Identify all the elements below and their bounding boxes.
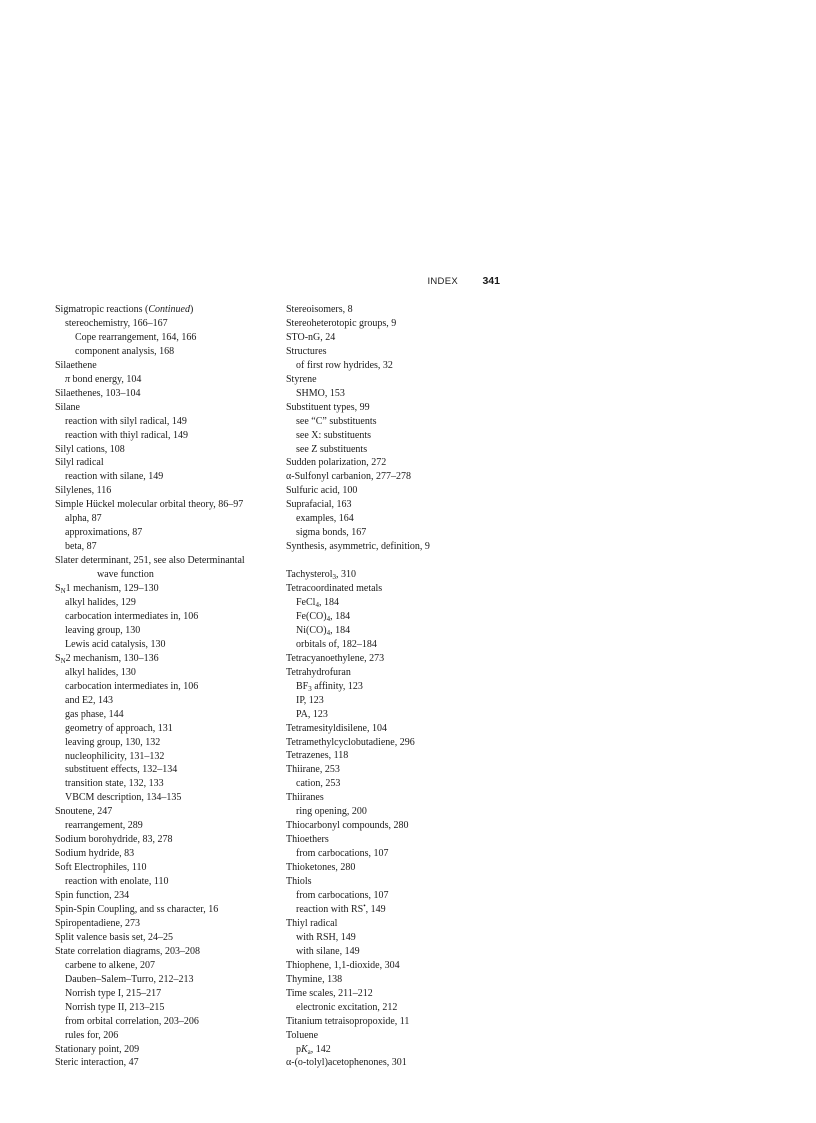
- index-subentry: alkyl halides, 130: [65, 666, 136, 678]
- index-subentry: from carbocations, 107: [296, 890, 389, 902]
- index-subentry: of first row hydrides, 32: [296, 359, 393, 371]
- index-subentry: leaving group, 130: [65, 624, 141, 636]
- index-entry: Silaethene: [55, 359, 97, 371]
- index-subentry: π bond energy, 104: [65, 373, 142, 385]
- index-entry: Silane: [55, 401, 80, 413]
- index-subentry: examples, 164: [296, 513, 354, 525]
- index-subentry: $BF_3$ affinity, 123: [296, 680, 363, 693]
- index-entry: Thymine, 138: [286, 973, 343, 985]
- index-entry: Stereoisomers, 8: [286, 304, 353, 315]
- index-entry: Time scales, 211–212: [286, 987, 373, 999]
- index-entry: Slater determinant, 251, see also Determinantal: [55, 555, 245, 567]
- index-subentry: with silane, 149: [296, 945, 360, 957]
- index-entry: Soft Electrophiles, 110: [55, 862, 147, 874]
- index-entry: Sigmatropic reactions (Continued): [55, 304, 194, 315]
- index-subentry: ring opening, 200: [296, 806, 367, 818]
- index-entry: Tetramethylcyclobutadiene, 296: [286, 736, 415, 748]
- index-entry: Tetramesityldisilene, 104: [286, 722, 387, 734]
- index-subentry: Norrish type I, 215–217: [65, 987, 162, 999]
- index-entry: Substituent types, 99: [286, 401, 370, 413]
- index-subentry: approximations, 87: [65, 527, 143, 539]
- index-entry: Spin function, 234: [55, 890, 130, 902]
- index-entry: Tetrazenes, 118: [286, 750, 349, 762]
- index-entry: Silyl cations, 108: [55, 443, 125, 455]
- index-subentry: reaction with RS•, 149: [296, 901, 386, 915]
- index-subentry: leaving group, 130, 132: [65, 736, 161, 748]
- index-entry: α-Sulfonyl carbanion, 277–278: [286, 471, 411, 483]
- index-subentry: IP, 123: [296, 694, 324, 706]
- index-subentry: alpha, 87: [65, 513, 102, 525]
- index-entry: Thiyl radical: [286, 917, 338, 929]
- index-entry: Synthesis, asymmetric, definition, 9: [286, 541, 430, 553]
- index-entry: Thiirane, 253: [286, 764, 340, 776]
- index-subentry: FeCl$_4$, 184: [296, 597, 339, 609]
- index-subentry: substituent effects, 132–134: [65, 764, 178, 776]
- index-subentry: alkyl halides, 129: [65, 597, 136, 609]
- index-subentry: reaction with silane, 149: [65, 471, 164, 483]
- index-entry: Tachysterol$_3$, 310: [286, 569, 357, 582]
- index-subentry: geometry of approach, 131: [65, 722, 173, 734]
- index-entry: Thioketones, 280: [286, 862, 356, 874]
- index-subentry: from orbital correlation, 203–206: [65, 1015, 199, 1027]
- index-subentry: reaction with silyl radical, 149: [65, 415, 187, 427]
- index-entry: Split valence basis set, 24–25: [55, 931, 174, 943]
- index-entry: Sodium borohydride, 83, 278: [55, 834, 173, 846]
- index-subentry: nucleophilicity, 131–132: [65, 750, 165, 762]
- index-subentry: component analysis, 168: [75, 345, 175, 357]
- index-entry: Stationary point, 209: [55, 1043, 140, 1055]
- index-entry: Thiols: [286, 876, 312, 888]
- index-entry: Silylenes, 116: [55, 485, 112, 497]
- index-entry: Toluene: [286, 1029, 319, 1041]
- index-subentry: $pK_a$, 142: [296, 1043, 331, 1056]
- index-entry: Steric interaction, 47: [55, 1057, 139, 1069]
- index-entry: Structures: [286, 345, 327, 357]
- index-entry: Sodium hydride, 83: [55, 848, 135, 860]
- index-entry: Spiropentadiene, 273: [55, 917, 140, 929]
- page-number: 341: [482, 275, 500, 287]
- index-subentry: and E2, 143: [65, 694, 114, 706]
- index-entry: α-(o-tolyl)acetophenones, 301: [286, 1057, 407, 1069]
- index-subentry: transition state, 132, 133: [65, 778, 164, 790]
- index-subentry: see “C” substituents: [296, 415, 377, 427]
- index-entry: Spin-Spin Coupling, and ss character, 16: [55, 903, 219, 915]
- index-subentry: $Ni(CO)_4$, 184: [296, 624, 351, 637]
- index-subentry: Lewis acid catalysis, 130: [65, 638, 166, 650]
- index-entry: Suprafacial, 163: [286, 499, 352, 511]
- index-entry: Tetrahydrofuran: [286, 666, 351, 678]
- index-entry: Thiocarbonyl compounds, 280: [286, 820, 409, 832]
- running-head: [0, 276, 500, 290]
- index-entry: Sudden polarization, 272: [286, 457, 387, 469]
- index-subentry: Norrish type II, 213–215: [65, 1001, 165, 1013]
- index-entry-continuation: wave function: [97, 569, 154, 581]
- index-entry: $S_N2$ mechanism, 130–136: [55, 652, 159, 665]
- index-column-right: [286, 303, 518, 1070]
- index-entry: Styrene: [286, 373, 317, 385]
- index-column-left: [55, 303, 287, 1070]
- index-subentry: rules for, 206: [65, 1029, 119, 1041]
- index-entry: Titanium tetraisopropoxide, 11: [286, 1015, 410, 1027]
- index-subentry: reaction with enolate, 110: [65, 876, 169, 888]
- index-entry: Tetracoordinated metals: [286, 583, 383, 595]
- index-entry: Stereoheterotopic groups, 9: [286, 317, 397, 329]
- index-subentry: $Fe(CO)_4$, 184: [296, 610, 351, 623]
- index-subentry: from carbocations, 107: [296, 848, 389, 860]
- index-entry: Silaethenes, 103–104: [55, 387, 141, 399]
- index-subentry: PA, 123: [296, 708, 328, 720]
- index-subentry: Cope rearrangement, 164, 166: [75, 331, 197, 343]
- index-entry: Silyl radical: [55, 457, 104, 469]
- running-head-label: INDEX: [427, 276, 458, 287]
- index-subentry: gas phase, 144: [65, 708, 124, 720]
- index-subentry: stereochemistry, 166–167: [65, 317, 168, 329]
- index-subentry: beta, 87: [65, 541, 97, 553]
- index-subentry: reaction with thiyl radical, 149: [65, 429, 189, 441]
- index-entry: Tetracyanoethylene, 273: [286, 652, 385, 664]
- index-entry: Thioethers: [286, 834, 329, 846]
- index-subentry: orbitals of, 182–184: [296, 638, 377, 650]
- index-entry: Snoutene, 247: [55, 806, 113, 818]
- index-subentry: carbene to alkene, 207: [65, 959, 155, 971]
- index-entry: Thiophene, 1,1-dioxide, 304: [286, 959, 400, 971]
- index-subentry: carbocation intermediates in, 106: [65, 680, 199, 692]
- index-subentry: sigma bonds, 167: [296, 527, 367, 539]
- index-subentry: VBCM description, 134–135: [65, 792, 182, 804]
- index-subentry: Dauben–Salem–Turro, 212–213: [65, 973, 194, 985]
- index-subentry: cation, 253: [296, 778, 341, 790]
- index-subentry: electronic excitation, 212: [296, 1001, 398, 1013]
- index-subentry: SHMO, 153: [296, 387, 345, 399]
- section-gap: [286, 554, 518, 568]
- index-entry: State correlation diagrams, 203–208: [55, 945, 200, 957]
- index-subentry: carbocation intermediates in, 106: [65, 610, 199, 622]
- index-subentry: with RSH, 149: [296, 931, 356, 943]
- index-entry: Simple Hückel molecular orbital theory, 86–97: [55, 499, 244, 511]
- index-entry: Thiiranes: [286, 792, 324, 804]
- index-entry: STO-nG, 24: [286, 331, 336, 343]
- index-entry: Sulfuric acid, 100: [286, 485, 358, 497]
- index-subentry: rearrangement, 289: [65, 820, 143, 832]
- index-subentry: see Z substituents: [296, 443, 368, 455]
- index-subentry: see X: substituents: [296, 429, 371, 441]
- index-entry: $S_N1$ mechanism, 129–130: [55, 583, 159, 596]
